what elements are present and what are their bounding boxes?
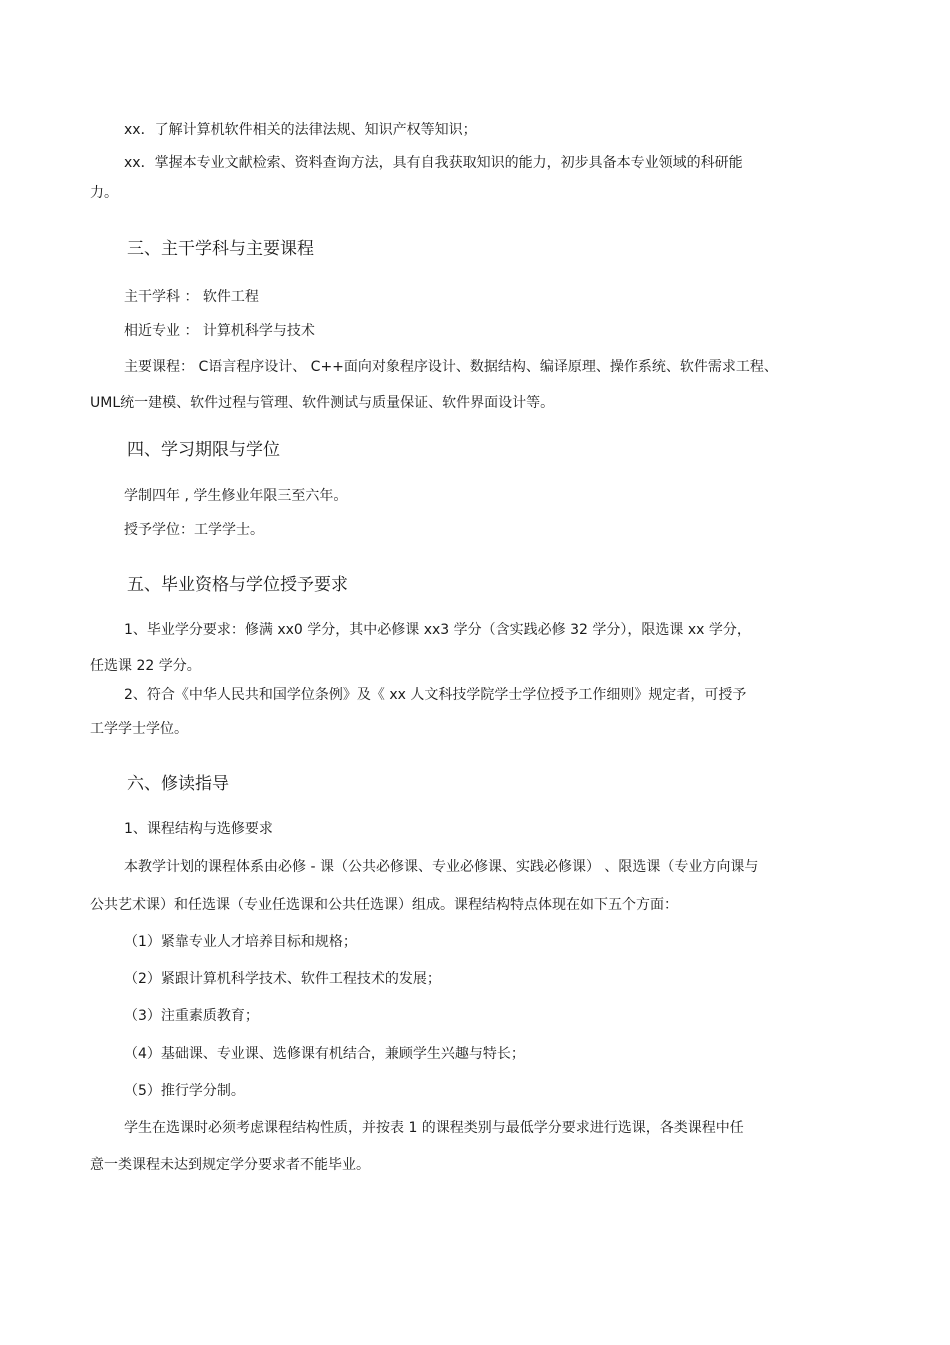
paragraph-line: 2、符合《中华人民共和国学位条例》及《 xx 人文科技学院学士学位授予工作细则》规定者，可授予 (124, 687, 747, 703)
section-heading: 四、学习期限与学位 (127, 440, 280, 460)
list-item: （3）注重素质教育； (124, 1008, 259, 1024)
paragraph-line: 公共艺术课）和任选课（专业任选课和公共任选课）组成。课程结构特点体现在如下五个方面： (90, 897, 678, 913)
paragraph-line: 意一类课程未达到规定学分要求者不能毕业。 (90, 1157, 370, 1173)
paragraph-line: UML统一建模、软件过程与管理、软件测试与质量保证、软件界面设计等。 (90, 395, 555, 411)
paragraph-line: 工学学士学位。 (90, 721, 188, 737)
paragraph-line: 主要课程： C语言程序设计、 C++面向对象程序设计、数据结构、编译原理、操作系统、软件需求工程、 (124, 359, 778, 375)
paragraph-line: 本教学计划的课程体系由必修 - 课（公共必修课、专业必修课、实践必修课） 、限选课（专业方向课与 (124, 859, 759, 875)
paragraph-line: 1、毕业学分要求：修满 xx0 学分，其中必修课 xx3 学分（含实践必修 32 学分），限选课 xx 学分， (124, 622, 751, 638)
list-item: （2）紧跟计算机科学技术、软件工程技术的发展； (124, 971, 441, 987)
paragraph-line: 授予学位：工学学士。 (124, 522, 264, 538)
paragraph-line: 力。 (90, 185, 118, 201)
paragraph-line: 1、课程结构与选修要求 (124, 821, 273, 837)
section-heading: 三、主干学科与主要课程 (127, 239, 314, 259)
paragraph-line: 任选课 22 学分。 (90, 658, 201, 674)
section-heading: 五、毕业资格与学位授予要求 (127, 575, 348, 595)
list-item: （1）紧靠专业人才培养目标和规格； (124, 934, 357, 950)
list-item: （5）推行学分制。 (124, 1083, 245, 1099)
paragraph-line: xx．了解计算机软件相关的法律法规、知识产权等知识； (124, 122, 477, 138)
paragraph-line: 学制四年 , 学生修业年限三至六年。 (124, 488, 348, 504)
paragraph-line: 相近专业 ： 计算机科学与技术 (124, 323, 315, 339)
paragraph-line: 主干学科 ： 软件工程 (124, 289, 259, 305)
paragraph-line: 学生在选课时必须考虑课程结构性质，并按表 1 的课程类别与最低学分要求进行选课，各类课程中任 (124, 1120, 744, 1136)
list-item: （4）基础课、专业课、选修课有机结合，兼顾学生兴趣与特长； (124, 1046, 525, 1062)
paragraph-line: xx．掌握本专业文献检索、资料查询方法，具有自我获取知识的能力，初步具备本专业领域的科研能 (124, 155, 743, 171)
section-heading: 六、修读指导 (127, 774, 229, 794)
